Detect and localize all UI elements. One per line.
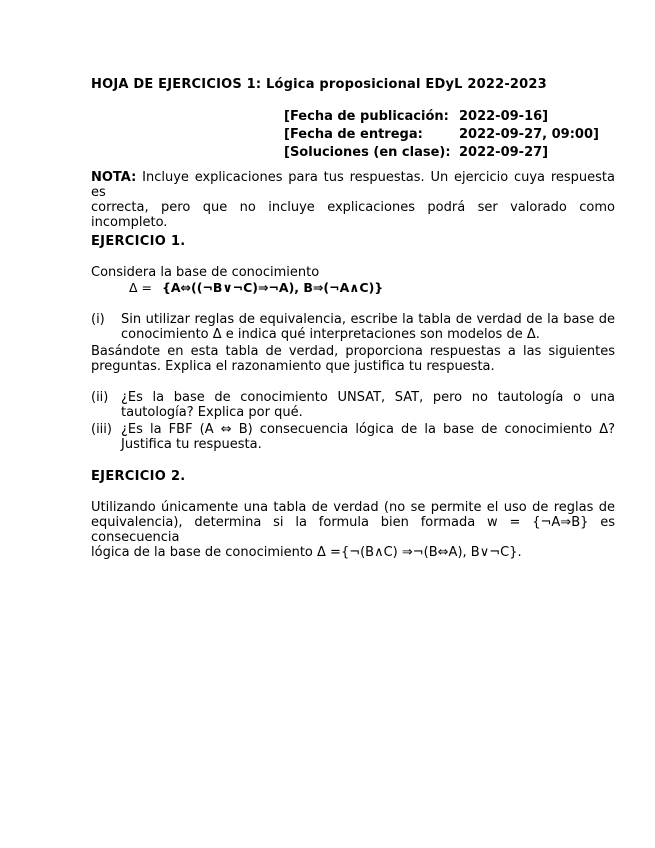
item-iii-number: (iii) bbox=[91, 422, 112, 437]
exercise-2-line-1: Utilizando únicamente una tabla de verdad (no se permite el uso de reglas de bbox=[91, 500, 615, 515]
item-i-line-1: Sin utilizar reglas de equivalencia, escribe la tabla de verdad de la base de bbox=[121, 312, 615, 327]
delivery-date-row bbox=[284, 126, 599, 144]
item-ii bbox=[91, 390, 615, 420]
nota-label: NOTA: bbox=[91, 170, 137, 185]
item-i bbox=[91, 312, 615, 342]
publication-date-value: 2022-09-16] bbox=[459, 109, 549, 124]
item-ii-line-2: tautología? Explica por qué. bbox=[121, 405, 303, 420]
exercise-2-paragraph bbox=[91, 500, 615, 560]
basandote-paragraph bbox=[91, 344, 615, 374]
basandote-line-2: preguntas. Explica el razonamiento que justifica tu respuesta. bbox=[91, 359, 495, 374]
item-iii-line-2: Justifica tu respuesta. bbox=[121, 437, 262, 452]
basandote-line-1: Basándote en esta tabla de verdad, proporciona respuestas a las siguientes bbox=[91, 344, 615, 359]
item-iii-text bbox=[121, 422, 615, 452]
delivery-date-value: 2022-09-27, 09:00] bbox=[459, 127, 599, 142]
item-iii bbox=[91, 422, 615, 452]
item-ii-line-1: ¿Es la base de conocimiento UNSAT, SAT, pero no tautología o una bbox=[121, 390, 615, 405]
nota-line-2: correcta, pero que no incluye explicaciones podrá ser valorado como incompleto. bbox=[91, 200, 615, 230]
publication-date-row bbox=[284, 108, 599, 126]
item-i-text bbox=[121, 312, 615, 342]
publication-date-label: [Fecha de publicación: bbox=[284, 109, 449, 124]
formula-lhs: Δ = bbox=[129, 280, 152, 295]
item-ii-number: (ii) bbox=[91, 390, 109, 405]
sheet-title: HOJA DE EJERCICIOS 1: Lógica proposicional EDyL 2022-2023 bbox=[91, 77, 547, 92]
delivery-date-label: [Fecha de entrega: bbox=[284, 127, 423, 142]
item-iii-line-1: ¿Es la FBF (A ⇔ B) consecuencia lógica de la base de conocimiento Δ? bbox=[121, 422, 615, 437]
nota-paragraph bbox=[91, 170, 615, 230]
solutions-date-value: 2022-09-27] bbox=[459, 145, 549, 160]
solutions-date-row bbox=[284, 144, 599, 162]
knowledge-base-formula bbox=[129, 280, 383, 295]
dates-block bbox=[284, 108, 599, 162]
nota-line-1 bbox=[91, 170, 615, 200]
exercise-1-heading: EJERCICIO 1. bbox=[91, 234, 186, 249]
item-i-number: (i) bbox=[91, 312, 105, 327]
exercise-2-line-3: lógica de la base de conocimiento Δ ={¬(B∧C) ⇒¬(B⇔A), B∨¬C}. bbox=[91, 545, 522, 560]
item-ii-text bbox=[121, 390, 615, 420]
item-i-line-2: conocimiento Δ e indica qué interpretaciones son modelos de Δ. bbox=[121, 327, 540, 342]
nota-text-1: Incluye explicaciones para tus respuestas. Un ejercicio cuya respuesta es bbox=[91, 170, 615, 200]
formula-set: {A⇔((¬B∨¬C)⇒¬A), B⇒(¬A∧C)} bbox=[161, 280, 384, 295]
solutions-date-label: [Soluciones (en clase): bbox=[284, 145, 451, 160]
exercise-2-line-2: equivalencia), determina si la formula bien formada w = {¬A⇒B} es consecuencia bbox=[91, 515, 615, 545]
exercise-1-intro: Considera la base de conocimiento bbox=[91, 265, 320, 280]
exercise-2-heading: EJERCICIO 2. bbox=[91, 469, 186, 484]
